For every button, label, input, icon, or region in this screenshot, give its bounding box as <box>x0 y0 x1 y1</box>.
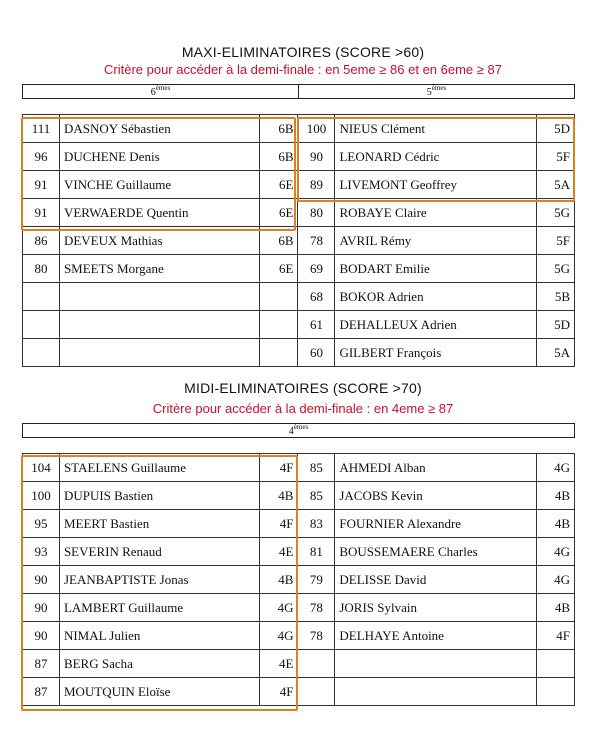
midi-header-4emes <box>22 423 575 438</box>
left-score-cell: 90 <box>23 594 60 622</box>
right-name-cell: GILBERT François <box>335 339 537 367</box>
left-score-cell: 100 <box>23 482 60 510</box>
left-name-cell: JEANBAPTISTE Jonas <box>59 566 259 594</box>
left-class-cell: 4F <box>259 454 298 482</box>
left-score-cell: 90 <box>23 622 60 650</box>
left-score-cell: 87 <box>23 678 60 706</box>
right-class-cell: 5A <box>537 171 575 199</box>
maxi-criteria: Critère pour accéder à la demi-finale : en 5eme ≥ 86 et en 6eme ≥ 87 <box>104 62 502 77</box>
maxi-header-6emes <box>22 84 299 99</box>
right-name-cell: DEHALLEUX Adrien <box>335 311 537 339</box>
right-class-cell <box>537 678 575 706</box>
left-class-cell: 6B <box>259 115 298 143</box>
right-class-cell: 4B <box>537 510 575 538</box>
right-class-cell <box>537 650 575 678</box>
right-name-cell: BOKOR Adrien <box>335 283 537 311</box>
left-class-cell <box>259 311 298 339</box>
right-name-cell: DELISSE David <box>335 566 537 594</box>
right-score-cell: 69 <box>298 255 335 283</box>
left-name-cell: BERG Sacha <box>59 650 259 678</box>
header-number: 5 <box>426 87 432 98</box>
right-class-cell: 5G <box>537 255 575 283</box>
right-score-cell: 61 <box>298 311 335 339</box>
right-class-cell: 5F <box>537 227 575 255</box>
right-class-cell: 5B <box>537 283 575 311</box>
right-score-cell: 78 <box>298 594 335 622</box>
left-class-cell: 6B <box>259 143 298 171</box>
left-class-cell: 4B <box>259 566 298 594</box>
header-suffix: èmes <box>293 423 309 431</box>
left-score-cell: 111 <box>23 115 60 143</box>
left-score-cell <box>23 283 60 311</box>
header-suffix: èmes <box>431 84 447 92</box>
left-name-cell: DUPUIS Bastien <box>59 482 259 510</box>
right-name-cell: JACOBS Kevin <box>335 482 537 510</box>
left-score-cell <box>23 339 60 367</box>
left-class-cell: 4G <box>259 594 298 622</box>
left-score-cell: 87 <box>23 650 60 678</box>
right-name-cell: AVRIL Rémy <box>335 227 537 255</box>
right-class-cell: 4B <box>537 482 575 510</box>
right-score-cell: 81 <box>298 538 335 566</box>
maxi-6emes-qualified-highlight <box>21 117 296 231</box>
header-number: 6 <box>150 87 156 98</box>
right-class-cell: 4G <box>537 454 575 482</box>
right-score-cell: 78 <box>298 227 335 255</box>
left-name-cell: SEVERIN Renaud <box>59 538 259 566</box>
right-class-cell: 5F <box>537 143 575 171</box>
right-score-cell: 60 <box>298 339 335 367</box>
table-row <box>23 311 575 339</box>
table-row <box>23 283 575 311</box>
left-class-cell: 4E <box>259 650 298 678</box>
left-class-cell: 4F <box>259 510 298 538</box>
right-score-cell: 85 <box>298 482 335 510</box>
header-suffix: èmes <box>155 84 171 92</box>
right-name-cell: JORIS Sylvain <box>335 594 537 622</box>
right-name-cell: BODART Emilie <box>335 255 537 283</box>
right-score-cell: 79 <box>298 566 335 594</box>
right-class-cell: 5D <box>537 311 575 339</box>
right-name-cell: BOUSSEMAERE Charles <box>335 538 537 566</box>
left-name-cell: MEERT Bastien <box>59 510 259 538</box>
midi-4emes-qualified-highlight <box>21 455 298 711</box>
right-class-cell: 4B <box>537 594 575 622</box>
left-score-cell: 86 <box>23 227 60 255</box>
left-class-cell <box>259 283 298 311</box>
maxi-5emes-qualified-highlight <box>297 117 575 202</box>
right-name-cell: DELHAYE Antoine <box>335 622 537 650</box>
right-name-cell: FOURNIER Alexandre <box>335 510 537 538</box>
right-name-cell: ROBAYE Claire <box>335 199 537 227</box>
left-class-cell: 4F <box>259 678 298 706</box>
right-name-cell <box>335 678 537 706</box>
left-name-cell: MOUTQUIN Eloïse <box>59 678 259 706</box>
right-name-cell: AHMEDI Alban <box>335 454 537 482</box>
left-name-cell: NIMAL Julien <box>59 622 259 650</box>
right-score-cell: 78 <box>298 622 335 650</box>
left-score-cell: 90 <box>23 566 60 594</box>
right-name-cell <box>335 650 537 678</box>
left-score-cell: 95 <box>23 510 60 538</box>
right-class-cell: 5A <box>537 339 575 367</box>
maxi-title: MAXI-ELIMINATOIRES (SCORE >60) <box>181 44 425 60</box>
right-score-cell: 80 <box>298 199 335 227</box>
left-score-cell: 91 <box>23 171 60 199</box>
left-score-cell: 91 <box>23 199 60 227</box>
left-name-cell <box>59 311 259 339</box>
left-name-cell: DUCHENE Denis <box>59 143 259 171</box>
header-number: 4 <box>288 426 294 437</box>
left-score-cell: 80 <box>23 255 60 283</box>
right-name-cell: LIVEMONT Geoffrey <box>335 171 537 199</box>
table-row <box>23 339 575 367</box>
left-score-cell: 96 <box>23 143 60 171</box>
right-score-cell: 90 <box>298 143 335 171</box>
left-name-cell <box>59 283 259 311</box>
right-score-cell <box>298 650 335 678</box>
left-class-cell: 6B <box>259 227 298 255</box>
right-class-cell: 4F <box>537 622 575 650</box>
right-score-cell: 68 <box>298 283 335 311</box>
right-score-cell: 89 <box>298 171 335 199</box>
right-score-cell: 85 <box>298 454 335 482</box>
right-class-cell: 4G <box>537 566 575 594</box>
left-score-cell: 104 <box>23 454 60 482</box>
left-name-cell: STAELENS Guillaume <box>59 454 259 482</box>
left-name-cell: VINCHE Guillaume <box>59 171 259 199</box>
left-name-cell: DASNOY Sébastien <box>59 115 259 143</box>
left-name-cell: SMEETS Morgane <box>59 255 259 283</box>
left-name-cell: VERWAERDE Quentin <box>59 199 259 227</box>
midi-title: MIDI-ELIMINATOIRES (SCORE >70) <box>184 380 422 396</box>
right-class-cell: 5G <box>537 199 575 227</box>
left-name-cell: LAMBERT Guillaume <box>59 594 259 622</box>
right-class-cell: 5D <box>537 115 575 143</box>
left-name-cell: DEVEUX Mathias <box>59 227 259 255</box>
left-score-cell <box>23 311 60 339</box>
right-score-cell: 100 <box>298 115 335 143</box>
left-class-cell <box>259 339 298 367</box>
left-class-cell: 4G <box>259 622 298 650</box>
left-class-cell: 6E <box>259 255 298 283</box>
right-class-cell: 4G <box>537 538 575 566</box>
right-name-cell: NIEUS Clément <box>335 115 537 143</box>
maxi-header-5emes <box>298 84 575 99</box>
right-name-cell: LEONARD Cédric <box>335 143 537 171</box>
right-score-cell: 83 <box>298 510 335 538</box>
left-class-cell: 4E <box>259 538 298 566</box>
right-score-cell <box>298 678 335 706</box>
table-row <box>23 255 575 283</box>
left-class-cell: 6E <box>259 199 298 227</box>
left-score-cell: 93 <box>23 538 60 566</box>
left-class-cell: 6E <box>259 171 298 199</box>
left-class-cell: 4B <box>259 482 298 510</box>
left-name-cell <box>59 339 259 367</box>
midi-criteria: Critère pour accéder à la demi-finale : en 4eme ≥ 87 <box>152 401 454 416</box>
